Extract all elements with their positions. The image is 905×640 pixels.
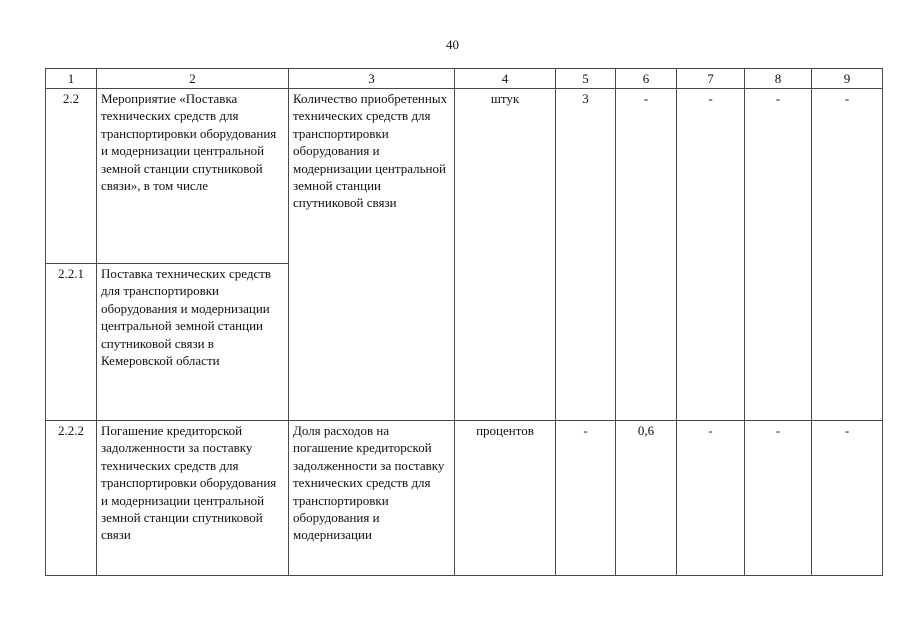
header-cell-1: 1: [46, 69, 97, 89]
value-col-5: 3: [556, 89, 616, 421]
header-cell-7: 7: [677, 69, 745, 89]
program-indicators-table: [45, 68, 883, 576]
indicator-name: Количество приобретенных технических средств для транспортировки оборудования и модернизации центральной земной станции спутниковой связи: [289, 89, 455, 421]
value-col-7: -: [677, 421, 745, 576]
header-cell-8: 8: [745, 69, 812, 89]
value-col-6: -: [616, 89, 677, 421]
header-cell-5: 5: [556, 69, 616, 89]
header-cell-3: 3: [289, 69, 455, 89]
unit-cell: процентов: [455, 421, 556, 576]
table-row: [46, 89, 883, 264]
measure-name: Мероприятие «Поставка технических средств для транспортировки оборудования и модернизации центральной земной станции спутниковой связи», в том числе: [97, 89, 289, 264]
value-col-8: -: [745, 89, 812, 421]
table-row: [46, 421, 883, 576]
value-col-8: -: [745, 421, 812, 576]
unit-cell: штук: [455, 89, 556, 421]
value-col-7: -: [677, 89, 745, 421]
measure-name: Погашение кредиторской задолженности за поставку технических средств для транспортировки оборудования и модернизации центральной земной станции спутниковой связи: [97, 421, 289, 576]
header-cell-4: 4: [455, 69, 556, 89]
indicator-name: Доля расходов на погашение кредиторской задолженности за поставку технических средств для транспортировки оборудования и модернизации: [289, 421, 455, 576]
table-header-row: [46, 69, 883, 89]
measure-name: Поставка технических средств для транспортировки оборудования и модернизации центральной земной станции спутниковой связи в Кемеровской области: [97, 264, 289, 421]
value-col-9: -: [812, 89, 883, 421]
page-number: 40: [446, 37, 459, 52]
value-col-6: 0,6: [616, 421, 677, 576]
value-col-9: -: [812, 421, 883, 576]
row-number: 2.2.2: [46, 421, 97, 576]
header-cell-9: 9: [812, 69, 883, 89]
header-cell-6: 6: [616, 69, 677, 89]
value-col-5: -: [556, 421, 616, 576]
header-cell-2: 2: [97, 69, 289, 89]
row-number: 2.2: [46, 89, 97, 264]
row-number: 2.2.1: [46, 264, 97, 421]
